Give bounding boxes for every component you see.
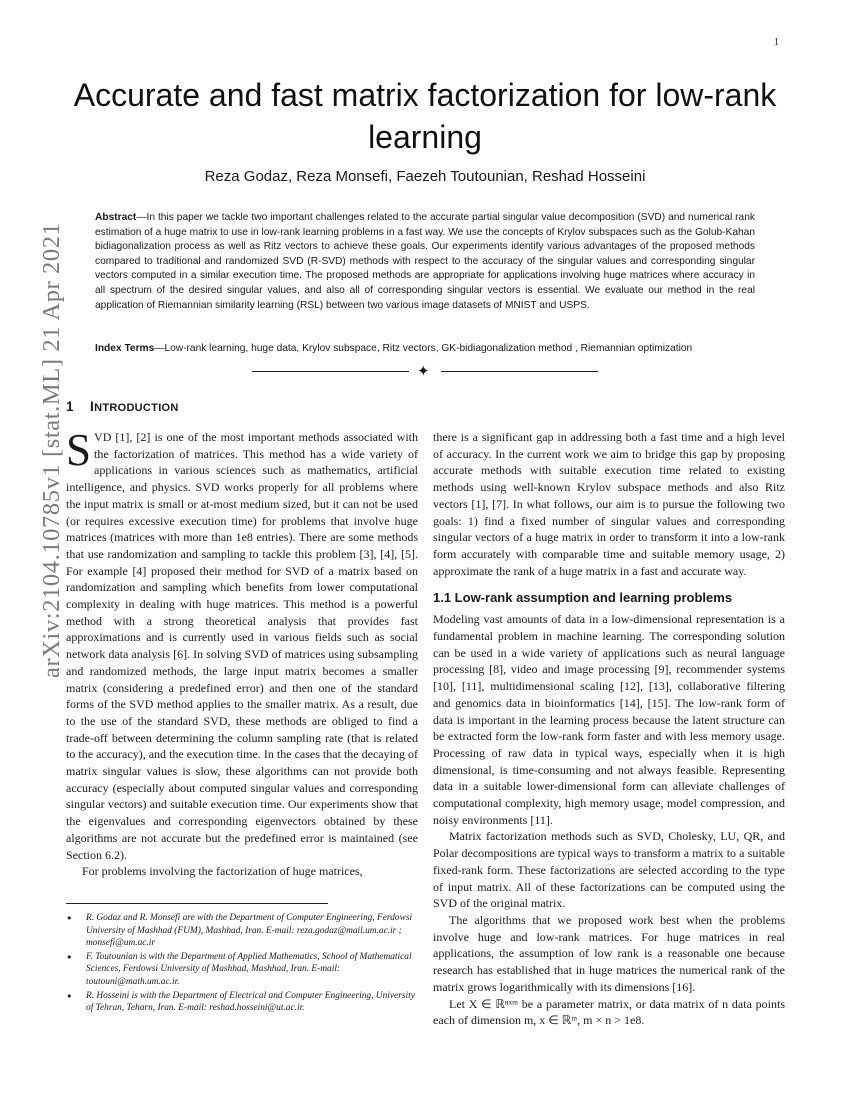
bullet-icon — [66, 951, 73, 966]
intro-paragraph-2-start: For problems involving the factorization of huge matrices, — [82, 864, 363, 879]
subsection-paragraph-2: Matrix factorization methods such as SVD, Cholesky, LU, QR, and Polar decompositions are typical ways to transform a matrix to a suitable fixed-rank form. These factorizations are selected according to the type of input matrix. All of these factorizations can be computed using the SVD of the original matrix. — [433, 829, 785, 911]
section-title-initial: I — [90, 399, 95, 414]
subsection-paragraph-1: Modeling vast amounts of data in a low-dimensional representation is a fundamental problem in machine learning. The corresponding solution can be used in a wide variety of applications such as neural language processing [8], video and image processing [9], recommender systems [10], [11], multidimensional scaling [12], [13], collaborative filtering and genomics data in bioinformatics [14], [15]. The low-rank form of data is important in the learning process because the latent structure can be extracted form the low-rank form faster and with less memory usage. Processing of raw data in typical ways, especially when it is high dimensional, is time-consuming and not always feasible. Representing data in a suitable lower-dimensional form can alleviate challenges of computational complexity, high memory usage, model compression, and noisy environments [11]. — [433, 612, 785, 827]
drop-cap: S — [66, 425, 92, 475]
intro-paragraph-1-text: VD [1], [2] is one of the most important methods associated with the factorization of matrices. This method has a wide variety of applications in various sciences such as mathematics, artificial intelligence, and physics. SVD works properly for all problems where the input matrix is small or at-most medium sized, but it can not be used (or requires excessive execution time) for problems that involve huge matrices (matrices with more than 1e8 entries). There are some methods that use randomization and sampling to tackle this problem [3], [4], [5]. For example [4] proposed their method for SVD of a matrix based on randomization and sampling which benefits from lower computational complexity in dealing with huge matrices. This method is a powerful method with a strong theoretical analysis that provides fast approximations and is currently used in various fields such as social network data analysis [6]. In solving SVD of matrices using subsampling and randomized methods, the large input matrix becomes a smaller matrix (considering a predefined error) and then one of the standard forms of the SVD method applies to the smaller matrix. As a result, due to the use of the standard SVD, these methods are obliged to find a trade-off between determining the column sampling rate (that is related to the accuracy), and the execution time. In the cases that the decaying of matrix singular values is slow, these algorithms can not provide both accuracy (especially about computed singular values and corresponding singular vectors) and suitable execution time. Our experiments show that the eigenvalues and corresponding eigenvectors obtained by these algorithms are not accurate but the predefined error is maintained (see Section 6.2). — [66, 430, 418, 862]
subsection-paragraph-4: Let X ∈ ℝⁿˣᵐ be a parameter matrix, or data matrix of n data points each of dimension m, x ∈ ℝᵐ, m × n > 1e8. — [433, 996, 785, 1028]
abstract-label: Abstract — [95, 212, 137, 223]
paper-title: Accurate and fast matrix factorization for low-rank learning — [73, 77, 777, 155]
right-column — [433, 429, 785, 1029]
author-list: Reza Godaz, Reza Monsefi, Faezeh Toutounian, Reshad Hosseini — [204, 168, 646, 185]
footnote-rule — [66, 903, 328, 904]
footnotes — [66, 912, 418, 1016]
subsection-heading: 1.1 Low-rank assumption and learning problems — [433, 590, 733, 606]
bullet-icon — [66, 990, 73, 1005]
intro-paragraph-2-cont: there is a significant gap in addressing both a fast time and a high level of accuracy. In the current work we aim to bridge this gap by proposing accurate methods with suitable execution time related to existing methods using well-known Krylov subspace methods and also Ritz vectors [1], [7]. In what follows, our aim is to pursue the following two goals: 1) find a fixed number of singular values and corresponding singular vectors of a huge matrix in order to transform it into a low-rank form accurately with comparable time and suitable memory usage, 2) approximate the rank of a huge matrix in a fast and accurate way. — [433, 430, 785, 578]
left-column — [66, 425, 418, 880]
footnote-text: F. Toutounian is with the Department of Applied Mathematics, School of Mathematical Sciences, Ferdowsi University of Mashhad, Mashhad, Iran. E-mail: toutouni@math.um.ac.ir. — [86, 951, 412, 987]
index-terms-label: Index Terms — [95, 343, 155, 354]
intro-paragraph-1 — [66, 425, 418, 863]
footnote-item — [66, 990, 418, 1015]
divider-left — [252, 371, 409, 372]
section-number: 1 — [66, 399, 74, 414]
index-terms-text: —Low-rank learning, huge data, Krylov subspace, Ritz vectors, GK-bidiagonalization method , Riemannian optimization — [154, 343, 693, 354]
subsection-paragraph-3: The algorithms that we proposed work best when the problems involve huge and low-rank matrices. For huge matrices in real applications, the assumption of low rank is a reasonable one because research has established that in huge matrices the numerical rank of the matrix grows logarithmically with its dimensions [16]. — [433, 912, 785, 994]
abstract — [95, 211, 755, 313]
section-heading — [66, 399, 179, 414]
arxiv-identifier: arXiv:2104.10785v1 [stat.ML] 21 Apr 2021 — [38, 222, 65, 678]
divider-right — [441, 371, 598, 372]
footnote-item — [66, 912, 418, 950]
divider-diamond-icon: ✦ — [417, 362, 430, 380]
page-number: 1 — [774, 37, 779, 48]
footnote-text: R. Godaz and R. Monsefi are with the Department of Computer Engineering, Ferdowsi University of Mashhad (FUM), Mashhad, Iran. E-mail: reza.godaz@mail.um.ac.ir ; monsefi@um.ac.ir — [86, 913, 413, 949]
footnote-text: R. Hosseini is with the Department of Electrical and Computer Engineering, University of Tehran, Teharn, Iran. E-mail: reshad.hosseini@ut.ac.ir. — [86, 990, 415, 1014]
bullet-icon — [66, 912, 73, 927]
footnote-item — [66, 951, 418, 989]
index-terms — [95, 342, 755, 357]
abstract-text: —In this paper we tackle two important challenges related to the accurate partial singular value decomposition (SVD) and numerical rank estimation of a huge matrix to use in low-rank learning problems in a fast way. We use the concepts of Krylov subspaces such as the Golub-Kahan bidiagonalization process as well as Ritz vectors to achieve these goals. Our experiments identify various advantages of the proposed methods compared to traditional and randomized SVD (R-SVD) methods with respect to the accuracy of the singular values and corresponding singular vectors computed in a similar execution time. The proposed methods are appropriate for applications involving huge matrices where accuracy in all spectrum of the desired singular values, and also all of corresponding singular vectors is essential. We evaluate our method in the real application of Riemannian similarity learning (RSL) between two various image datasets of MNIST and USPS. — [95, 212, 755, 311]
section-title-rest: NTRODUCTION — [94, 402, 179, 414]
